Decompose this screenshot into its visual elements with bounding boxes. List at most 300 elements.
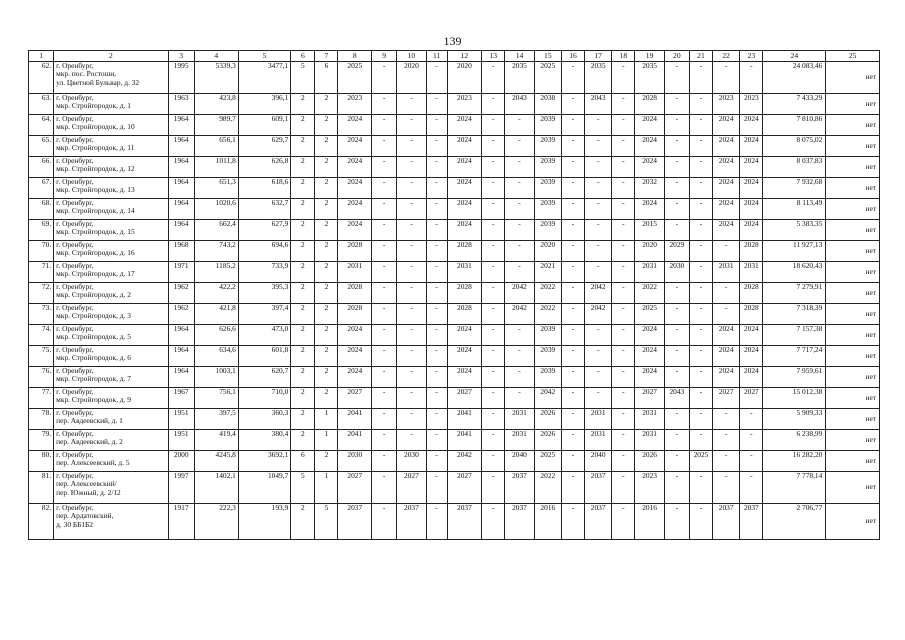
cell-col-12: 2042	[447, 451, 482, 472]
cell-col-7: 2	[315, 451, 338, 472]
row-number: 68.	[29, 199, 54, 220]
cell-col-17: 2042	[585, 304, 612, 325]
cell-col-8: 2031	[338, 262, 372, 283]
address-cell	[54, 283, 168, 304]
cell-col-3: 1964	[168, 178, 194, 199]
cell-col-9: -	[372, 178, 397, 199]
cell-col-17: -	[585, 346, 612, 367]
address-line: мкр. Стройгородок, д. 6	[56, 353, 131, 363]
column-number-22: 22	[713, 51, 740, 62]
address-line: мкр. Стройгородок, д. 16	[56, 248, 135, 258]
cell-col-15: 2022	[534, 283, 561, 304]
cell-col-14: 2040	[505, 451, 534, 472]
cell-col-4: 222,3	[194, 504, 238, 540]
cell-col-18: -	[612, 115, 635, 136]
cell-col-21: -	[689, 262, 712, 283]
cell-col-20: -	[664, 178, 689, 199]
address-cell	[54, 430, 168, 451]
row-number: 80.	[29, 451, 54, 472]
cell-col-6: 2	[291, 388, 315, 409]
cell-col-12: 2024	[447, 115, 482, 136]
cell-col-3: 2000	[168, 451, 194, 472]
cell-col-18: -	[612, 241, 635, 262]
cell-col-25: нет	[826, 136, 880, 157]
address-cell	[54, 178, 168, 199]
column-number-25: 25	[826, 51, 880, 62]
row-number: 67.	[29, 178, 54, 199]
cell-col-23: 2024	[740, 220, 763, 241]
address-cell	[54, 304, 168, 325]
cell-col-19: 2022	[635, 283, 664, 304]
address-line: мкр. пос. Ростоши,	[56, 69, 117, 79]
cell-col-8: 2028	[338, 283, 372, 304]
column-number-21: 21	[689, 51, 712, 62]
cell-col-9: -	[372, 367, 397, 388]
address-line: мкр. Стройгородок, д. 7	[56, 374, 131, 384]
cell-col-3: 1964	[168, 199, 194, 220]
cell-col-14: 2031	[505, 430, 534, 451]
address-cell	[54, 451, 168, 472]
cell-col-6: 2	[291, 136, 315, 157]
cell-col-3: 1964	[168, 157, 194, 178]
cell-col-7: 2	[315, 262, 338, 283]
cell-col-6: 2	[291, 241, 315, 262]
cell-col-9: -	[372, 62, 397, 94]
cell-col-11: -	[426, 367, 447, 388]
cell-col-25: нет	[826, 283, 880, 304]
cell-col-24: 7 157,38	[763, 325, 826, 346]
cell-col-13: -	[482, 325, 505, 346]
cell-col-22: -	[713, 304, 740, 325]
cell-col-21: -	[689, 283, 712, 304]
cell-col-8: 2024	[338, 178, 372, 199]
cell-col-18: -	[612, 346, 635, 367]
cell-col-4: 1011,8	[194, 157, 238, 178]
address-line: г. Оренбург,	[56, 93, 94, 102]
cell-col-18: -	[612, 94, 635, 115]
address-line: пер. Авдеевский, д. 1	[56, 416, 123, 426]
cell-col-9: -	[372, 136, 397, 157]
cell-col-18: -	[612, 325, 635, 346]
address-line: мкр. Стройгородок, д. 1	[56, 101, 131, 111]
cell-col-18: -	[612, 430, 635, 451]
row-number: 73.	[29, 304, 54, 325]
cell-col-20: -	[664, 367, 689, 388]
cell-col-21: -	[689, 62, 712, 94]
address-line: г. Оренбург,	[56, 240, 94, 249]
cell-col-10: -	[397, 283, 426, 304]
cell-col-7: 2	[315, 220, 338, 241]
cell-col-14: -	[505, 115, 534, 136]
cell-col-6: 2	[291, 504, 315, 540]
cell-col-22: 2037	[713, 504, 740, 540]
cell-col-5: 694,6	[238, 241, 290, 262]
cell-col-20: -	[664, 62, 689, 94]
cell-col-18: -	[612, 304, 635, 325]
cell-col-23: 2024	[740, 367, 763, 388]
cell-col-25: нет	[826, 409, 880, 430]
column-number-24: 24	[763, 51, 826, 62]
cell-col-4: 656,1	[194, 136, 238, 157]
cell-col-8: 2030	[338, 451, 372, 472]
cell-col-8: 2023	[338, 94, 372, 115]
address-cell	[54, 220, 168, 241]
cell-col-7: 2	[315, 346, 338, 367]
cell-col-11: -	[426, 199, 447, 220]
cell-col-3: 1971	[168, 262, 194, 283]
cell-col-8: 2024	[338, 157, 372, 178]
column-number-20: 20	[664, 51, 689, 62]
cell-col-14: -	[505, 388, 534, 409]
cell-col-25: нет	[826, 157, 880, 178]
cell-col-13: -	[482, 157, 505, 178]
cell-col-14: 2037	[505, 472, 534, 504]
cell-col-22: -	[713, 451, 740, 472]
cell-col-8: 2024	[338, 199, 372, 220]
cell-col-25: нет	[826, 472, 880, 504]
row-number: 79.	[29, 430, 54, 451]
cell-col-3: 1964	[168, 115, 194, 136]
cell-col-7: 6	[315, 62, 338, 94]
cell-col-4: 419,4	[194, 430, 238, 451]
cell-col-8: 2025	[338, 62, 372, 94]
cell-col-15: 2039	[534, 157, 561, 178]
cell-col-15: 2025	[534, 62, 561, 94]
cell-col-13: -	[482, 136, 505, 157]
cell-col-8: 2037	[338, 504, 372, 540]
column-number-13: 13	[482, 51, 505, 62]
cell-col-8: 2027	[338, 472, 372, 504]
cell-col-14: -	[505, 346, 534, 367]
cell-col-11: -	[426, 388, 447, 409]
cell-col-11: -	[426, 178, 447, 199]
cell-col-11: -	[426, 430, 447, 451]
cell-col-18: -	[612, 262, 635, 283]
cell-col-24: 7 932,68	[763, 178, 826, 199]
cell-col-8: 2027	[338, 388, 372, 409]
cell-col-19: 2024	[635, 157, 664, 178]
cell-col-17: -	[585, 241, 612, 262]
cell-col-5: 3477,1	[238, 62, 290, 94]
address-cell	[54, 157, 168, 178]
cell-col-20: -	[664, 115, 689, 136]
cell-col-7: 1	[315, 430, 338, 451]
row-number: 70.	[29, 241, 54, 262]
cell-col-17: 2040	[585, 451, 612, 472]
cell-col-15: 2025	[534, 451, 561, 472]
table-row	[29, 304, 880, 325]
cell-col-23: 2023	[740, 94, 763, 115]
cell-col-18: -	[612, 388, 635, 409]
cell-col-21: -	[689, 430, 712, 451]
cell-col-17: -	[585, 199, 612, 220]
column-number-9: 9	[372, 51, 397, 62]
cell-col-11: -	[426, 409, 447, 430]
cell-col-17: -	[585, 136, 612, 157]
cell-col-16: -	[561, 451, 584, 472]
cell-col-12: 2041	[447, 430, 482, 451]
cell-col-22: 2024	[713, 157, 740, 178]
cell-col-19: 2016	[635, 504, 664, 540]
cell-col-5: 601,8	[238, 346, 290, 367]
cell-col-15: 2026	[534, 430, 561, 451]
cell-col-22: 2024	[713, 367, 740, 388]
cell-col-9: -	[372, 409, 397, 430]
register-table	[28, 50, 880, 540]
cell-col-15: 2038	[534, 94, 561, 115]
cell-col-12: 2024	[447, 325, 482, 346]
cell-col-13: -	[482, 94, 505, 115]
cell-col-12: 2024	[447, 220, 482, 241]
cell-col-18: -	[612, 283, 635, 304]
cell-col-12: 2031	[447, 262, 482, 283]
cell-col-19: 2032	[635, 178, 664, 199]
row-number: 74.	[29, 325, 54, 346]
address-line: пер. Алексеевский/	[56, 479, 117, 489]
cell-col-22: 2023	[713, 94, 740, 115]
address-line: г. Оренбург,	[56, 408, 94, 417]
cell-col-17: -	[585, 220, 612, 241]
cell-col-11: -	[426, 94, 447, 115]
cell-col-14: 2037	[505, 504, 534, 540]
page-number: 139	[443, 34, 462, 48]
cell-col-12: 2027	[447, 388, 482, 409]
cell-col-4: 4245,8	[194, 451, 238, 472]
address-line: г. Оренбург,	[56, 324, 94, 333]
cell-col-9: -	[372, 241, 397, 262]
cell-col-4: 397,5	[194, 409, 238, 430]
address-line: пер. Ардатовский,	[56, 511, 114, 521]
cell-col-24: 15 012,38	[763, 388, 826, 409]
cell-col-21: -	[689, 157, 712, 178]
cell-col-4: 5339,3	[194, 62, 238, 94]
cell-col-19: 2020	[635, 241, 664, 262]
table-row	[29, 62, 880, 94]
cell-col-25: нет	[826, 115, 880, 136]
cell-col-16: -	[561, 262, 584, 283]
table-row	[29, 283, 880, 304]
cell-col-4: 626,6	[194, 325, 238, 346]
cell-col-16: -	[561, 472, 584, 504]
cell-col-7: 2	[315, 199, 338, 220]
cell-col-3: 1964	[168, 367, 194, 388]
cell-col-15: 2039	[534, 115, 561, 136]
cell-col-23: -	[740, 472, 763, 504]
cell-col-24: 7 810,86	[763, 115, 826, 136]
column-number-6: 6	[291, 51, 315, 62]
cell-col-11: -	[426, 157, 447, 178]
cell-col-24: 11 927,13	[763, 241, 826, 262]
cell-col-8: 2041	[338, 409, 372, 430]
cell-col-23: 2024	[740, 178, 763, 199]
cell-col-24: 5 383,35	[763, 220, 826, 241]
cell-col-6: 2	[291, 283, 315, 304]
cell-col-9: -	[372, 199, 397, 220]
cell-col-11: -	[426, 115, 447, 136]
address-cell	[54, 136, 168, 157]
address-line: мкр. Стройгородок, д. 5	[56, 332, 131, 342]
cell-col-23: -	[740, 62, 763, 94]
table-row	[29, 325, 880, 346]
cell-col-18: -	[612, 409, 635, 430]
cell-col-16: -	[561, 115, 584, 136]
cell-col-24: 16 282,20	[763, 451, 826, 472]
address-cell	[54, 388, 168, 409]
cell-col-17: 2037	[585, 472, 612, 504]
cell-col-10: 2027	[397, 472, 426, 504]
cell-col-11: -	[426, 346, 447, 367]
cell-col-13: -	[482, 388, 505, 409]
cell-col-22: -	[713, 430, 740, 451]
address-line: г. Оренбург,	[56, 303, 94, 312]
cell-col-25: нет	[826, 304, 880, 325]
cell-col-10: -	[397, 241, 426, 262]
cell-col-19: 2024	[635, 136, 664, 157]
cell-col-13: -	[482, 178, 505, 199]
cell-col-20: -	[664, 346, 689, 367]
column-number-5: 5	[238, 51, 290, 62]
cell-col-6: 2	[291, 367, 315, 388]
cell-col-23: 2024	[740, 157, 763, 178]
cell-col-21: -	[689, 136, 712, 157]
cell-col-6: 2	[291, 346, 315, 367]
cell-col-21: -	[689, 472, 712, 504]
address-line: ул. Цветной Бульвар, д. 32	[56, 77, 140, 87]
cell-col-16: -	[561, 199, 584, 220]
cell-col-5: 193,9	[238, 504, 290, 540]
cell-col-15: 2042	[534, 388, 561, 409]
table-row	[29, 262, 880, 283]
cell-col-5: 632,7	[238, 199, 290, 220]
cell-col-7: 2	[315, 157, 338, 178]
address-cell	[54, 472, 168, 504]
column-number-8: 8	[338, 51, 372, 62]
row-number: 62.	[29, 62, 54, 94]
cell-col-5: 627,9	[238, 220, 290, 241]
cell-col-24: 7 717,24	[763, 346, 826, 367]
cell-col-23: 2037	[740, 504, 763, 540]
cell-col-20: -	[664, 325, 689, 346]
cell-col-11: -	[426, 241, 447, 262]
cell-col-25: нет	[826, 199, 880, 220]
column-number-17: 17	[585, 51, 612, 62]
cell-col-13: -	[482, 283, 505, 304]
table-row	[29, 115, 880, 136]
cell-col-19: 2035	[635, 62, 664, 94]
cell-col-10: -	[397, 115, 426, 136]
cell-col-3: 1967	[168, 388, 194, 409]
cell-col-3: 1995	[168, 62, 194, 94]
address-line: мкр. Стройгородок, д. 9	[56, 395, 131, 405]
address-line: г. Оренбург,	[56, 366, 94, 375]
cell-col-15: 2039	[534, 136, 561, 157]
cell-col-9: -	[372, 115, 397, 136]
column-number-23: 23	[740, 51, 763, 62]
cell-col-21: -	[689, 220, 712, 241]
address-line: г. Оренбург,	[56, 198, 94, 207]
cell-col-15: 2026	[534, 409, 561, 430]
cell-col-4: 1020,6	[194, 199, 238, 220]
cell-col-23: -	[740, 409, 763, 430]
row-number: 75.	[29, 346, 54, 367]
cell-col-21: -	[689, 325, 712, 346]
cell-col-9: -	[372, 472, 397, 504]
cell-col-3: 1964	[168, 346, 194, 367]
cell-col-7: 1	[315, 409, 338, 430]
table-row	[29, 199, 880, 220]
cell-col-13: -	[482, 62, 505, 94]
cell-col-24: 7 318,39	[763, 304, 826, 325]
row-number: 81.	[29, 472, 54, 504]
address-cell	[54, 241, 168, 262]
cell-col-18: -	[612, 62, 635, 94]
cell-col-25: нет	[826, 94, 880, 115]
cell-col-5: 360,3	[238, 409, 290, 430]
address-line: г. Оренбург,	[56, 261, 94, 270]
cell-col-7: 2	[315, 304, 338, 325]
cell-col-23: 2028	[740, 241, 763, 262]
cell-col-13: -	[482, 430, 505, 451]
address-line: г. Оренбург,	[56, 114, 94, 123]
cell-col-25: нет	[826, 346, 880, 367]
cell-col-7: 1	[315, 472, 338, 504]
cell-col-16: -	[561, 283, 584, 304]
cell-col-18: -	[612, 199, 635, 220]
cell-col-24: 7 959,61	[763, 367, 826, 388]
table-row	[29, 346, 880, 367]
cell-col-25: нет	[826, 367, 880, 388]
address-line: г. Оренбург,	[56, 345, 94, 354]
cell-col-6: 5	[291, 472, 315, 504]
cell-col-13: -	[482, 199, 505, 220]
address-line: пер. Алексеевский, д. 5	[56, 458, 130, 468]
cell-col-5: 395,3	[238, 283, 290, 304]
column-number-row	[29, 51, 880, 62]
cell-col-14: -	[505, 220, 534, 241]
cell-col-16: -	[561, 346, 584, 367]
cell-col-21: -	[689, 409, 712, 430]
cell-col-19: 2024	[635, 367, 664, 388]
address-line: г. Оренбург,	[56, 450, 94, 459]
cell-col-24: 7 433,29	[763, 94, 826, 115]
cell-col-16: -	[561, 220, 584, 241]
address-line: пер. Южный, д. 2/12	[56, 487, 121, 497]
cell-col-14: 2031	[505, 409, 534, 430]
cell-col-19: 2031	[635, 430, 664, 451]
cell-col-16: -	[561, 136, 584, 157]
cell-col-25: нет	[826, 241, 880, 262]
column-number-1: 1	[29, 51, 54, 62]
cell-col-3: 1917	[168, 504, 194, 540]
cell-col-5: 629,7	[238, 136, 290, 157]
cell-col-21: -	[689, 199, 712, 220]
column-number-3: 3	[168, 51, 194, 62]
table-row	[29, 388, 880, 409]
cell-col-7: 2	[315, 115, 338, 136]
cell-col-17: -	[585, 178, 612, 199]
cell-col-6: 2	[291, 262, 315, 283]
table-row	[29, 367, 880, 388]
cell-col-19: 2024	[635, 199, 664, 220]
address-cell	[54, 262, 168, 283]
address-line: пер. Авдеевский, д. 2	[56, 437, 123, 447]
cell-col-7: 5	[315, 504, 338, 540]
cell-col-17: 2031	[585, 430, 612, 451]
cell-col-8: 2028	[338, 241, 372, 262]
cell-col-6: 2	[291, 94, 315, 115]
cell-col-22: -	[713, 62, 740, 94]
cell-col-16: -	[561, 178, 584, 199]
